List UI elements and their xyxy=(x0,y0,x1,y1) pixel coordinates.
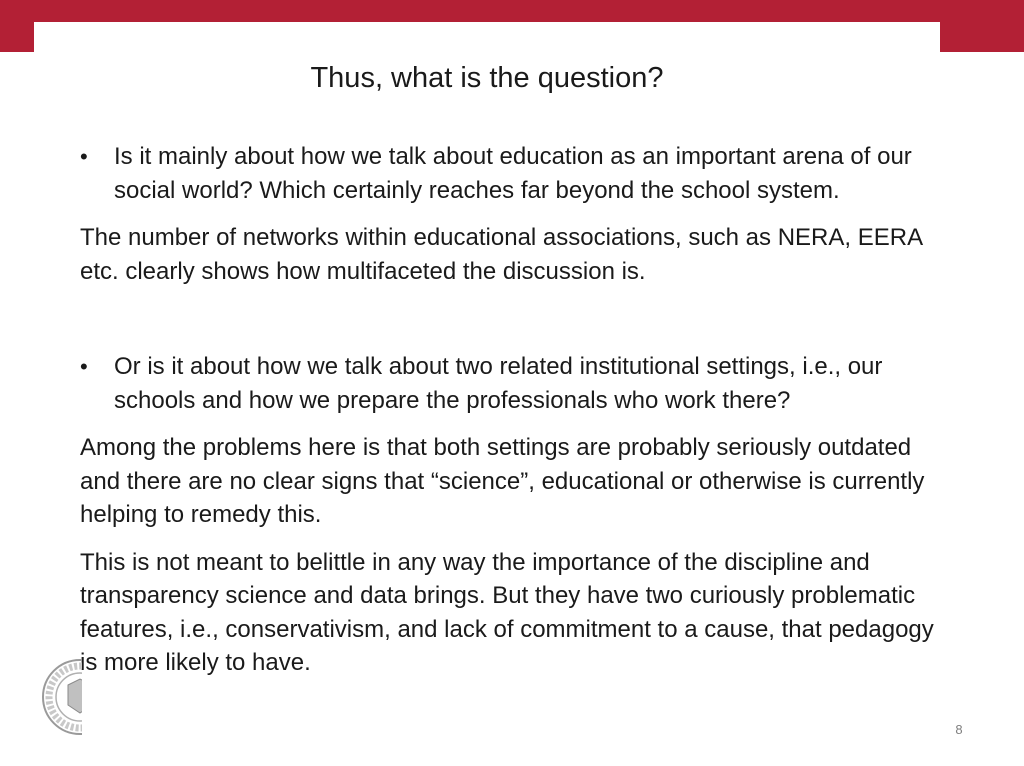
bullet-item xyxy=(80,350,940,417)
header-corner-right xyxy=(940,0,1024,52)
header-corner-left xyxy=(0,0,34,52)
paragraph: This is not meant to belittle in any way the importance of the discipline and transparency science and data brings. But they have two curiously problematic features, i.e., conservativism, and lack of commitment to a cause, that pedagogy is more likely to have. xyxy=(80,548,934,676)
paragraph: The number of networks within educational associations, such as NERA, EERA etc. clearly shows how multifaceted the discussion is. xyxy=(80,224,922,285)
bullet-text: Is it mainly about how we talk about education as an important arena of our social world? Which certainly reaches far beyond the school system. xyxy=(114,143,912,204)
spacer xyxy=(80,302,940,350)
bullet-icon: • xyxy=(80,354,88,379)
bullet-item xyxy=(80,140,940,207)
header-band xyxy=(0,0,1024,22)
paragraph: Among the problems here is that both settings are probably seriously outdated and there are no clear signs that “science”, educational or otherwise is currently helping to remedy this. xyxy=(80,434,925,528)
bullet-icon: • xyxy=(80,144,88,169)
bullet-text: Or is it about how we talk about two related institutional settings, i.e., our schools and how we prepare the professionals who work there? xyxy=(114,353,883,414)
slide-body xyxy=(80,140,940,694)
slide-title: Thus, what is the question? xyxy=(310,62,664,94)
university-seal-icon xyxy=(22,655,82,739)
page-number: 8 xyxy=(955,722,963,737)
